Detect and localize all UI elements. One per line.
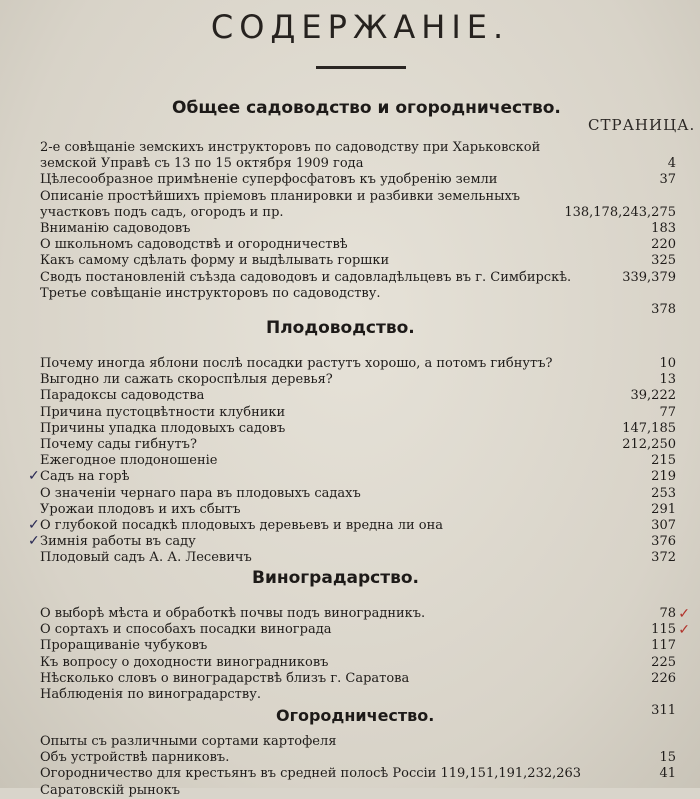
toc-entry-title: Проращиваніе чубуковъ [40,638,208,653]
section-heading: Общее садоводство и огородничество. [172,98,561,118]
toc-trailing-page: 311 [651,703,676,718]
toc-entry-page: 220 [651,237,676,252]
toc-entry [40,734,676,750]
toc-entry-title: Сводъ постановленій съѣзда садоводовъ и садовладѣльцевъ въ г. Симбирскѣ. [40,270,572,285]
toc-entry-page: 183 [651,221,676,236]
toc-entry-page: 225 [651,655,676,670]
toc-entry-title: Къ вопросу о доходности виноградниковъ [40,655,329,670]
toc-entry-title: Почему сады гибнутъ? [40,437,197,452]
toc-entry-title: Зимнія работы въ саду [40,534,196,549]
toc-entry-title: Причина пустоцвѣтности клубники [40,405,286,420]
toc-entry-page: 291 [651,502,676,517]
toc-entry-page: 37 [659,172,676,187]
section-heading: Плодоводство. [266,318,415,338]
toc-entry [40,156,676,172]
toc-entry-page: 115 [651,622,676,637]
toc-entry [40,172,676,188]
pencil-tick-icon: ✓ [28,517,40,533]
toc-entry [40,606,690,622]
toc-entry-title: Какъ самому сдѣлать форму и выдѣлывать горшки [40,253,390,268]
section-heading: Виноградарство. [252,568,420,588]
toc-entry [40,286,676,302]
pencil-tick-icon: ✓ [28,468,40,484]
toc-entry [40,388,676,404]
toc-entry [28,517,676,534]
toc-entry-page: 4 [667,156,676,171]
toc-entry-page: 219 [651,469,676,484]
toc-entry-page: 376 [651,534,676,549]
toc-entry [40,205,676,221]
toc-entry-title: 2-е совѣщаніе земскихъ инструкторовъ по садоводству при Харьковской [40,140,541,155]
toc-entry-page: 138,178,243,275 [564,205,676,220]
toc-entry-page: 10 [659,356,676,371]
toc-entry [40,783,676,799]
toc-entry-title: Причины упадка плодовыхъ садовъ [40,421,286,436]
toc-entry [40,655,676,671]
toc-entry-title: Парадоксы садоводства [40,388,205,403]
toc-entry [40,421,676,437]
toc-entry-title: О значеніи чернаго пара въ плодовыхъ садахъ [40,486,361,501]
toc-entry [40,221,676,237]
toc-entry-title: Урожаи плодовъ и ихъ сбытъ [40,502,241,517]
section-heading: Огородничество. [276,706,435,725]
toc-entry [40,270,676,286]
toc-entry-title: Описаніе простѣйшихъ пріемовъ планировки и разбивки земельныхъ [40,189,521,204]
toc-entry-title: О глубокой посадкѣ плодовыхъ деревьевъ и вредна ли она [40,518,444,533]
toc-entry [40,140,676,156]
toc-entry [40,502,676,518]
toc-entry-page: 307 [651,518,676,533]
toc-entry [40,750,676,766]
toc-entry-page: 78 [659,606,676,621]
toc-entry-page: 15 [659,750,676,765]
toc-entry-page: 253 [651,486,676,501]
toc-entry-title: Ежегодное плодоношеніе [40,453,218,468]
toc-entry-page: 372 [651,550,676,565]
toc-entry [40,253,676,269]
toc-entry-page: 13 [659,372,676,387]
toc-entry-page: 226 [651,671,676,686]
pencil-tick-icon: ✓ [28,533,40,549]
toc-entry [40,437,676,453]
toc-entry-page: 212,250 [622,437,676,452]
toc-trailing-page: 378 [651,302,676,317]
toc-entry-title: участковъ подъ садъ, огородъ и пр. [40,205,284,220]
toc-entry-title: Огородничество для крестьянъ въ средней полосѣ Россіи 119,151,191,232,263 [40,766,582,781]
toc-entry [40,638,676,654]
toc-entry [28,533,676,550]
page-title: СОДЕРЖАНІЕ. [210,8,510,46]
toc-entry-title: О выборѣ мѣста и обработкѣ почвы подъ виноградникъ. [40,606,426,621]
toc-entry [40,766,676,782]
toc-entry [40,453,676,469]
toc-entry-title: Саратовскій рынокъ [40,783,181,798]
toc-entry-title: Цѣлесообразное примѣненіе суперфосфатовъ къ удобренію земли [40,172,498,187]
toc-entry-title: Объ устройствѣ парниковъ. [40,750,230,765]
toc-entry-title: Плодовый садъ А. А. Лесевичъ [40,550,252,565]
toc-entry-title: О сортахъ и способахъ посадки винограда [40,622,332,637]
toc-entry-page: 339,379 [622,270,676,285]
toc-entry-title: О школьномъ садоводствѣ и огородничествѣ [40,237,348,252]
toc-entry-title: Нѣсколько словъ о виноградарствѣ близъ г. Саратова [40,671,410,686]
page-column-header: СТРАНИЦА. [588,116,696,134]
toc-entry-page: 215 [651,453,676,468]
toc-entry [40,237,676,253]
toc-entry-page: 41 [659,766,676,781]
red-pencil-check-icon: ✓ [678,622,690,638]
toc-entry-page: 117 [651,638,676,653]
toc-entry-page: 77 [659,405,676,420]
toc-entry-page: 147,185 [622,421,676,436]
toc-entry-title: Вниманію садоводовъ [40,221,191,236]
toc-entry-title: Наблюденія по виноградарству. [40,687,261,702]
toc-entry-page: 39,222 [630,388,676,403]
red-pencil-check-icon: ✓ [678,606,690,622]
toc-entry [40,356,676,372]
toc-entry [40,405,676,421]
toc-entry-title: Выгодно ли сажать скороспѣлыя деревья? [40,372,333,387]
toc-entry [40,550,676,566]
toc-entry [40,622,690,638]
toc-entry-page: 325 [651,253,676,268]
toc-entry [40,486,676,502]
toc-entry-title: Садъ на горѣ [40,469,130,484]
toc-entry [40,372,676,388]
toc-entry [40,189,676,205]
toc-entry-title: Третье совѣщаніе инструкторовъ по садоводству. [40,286,381,301]
toc-entry [40,671,676,687]
toc-entry-title: Почему иногда яблони послѣ посадки растутъ хорошо, а потомъ гибнутъ? [40,356,553,371]
title-divider [316,66,406,69]
toc-entry-title: земской Управѣ съ 13 по 15 октября 1909 года [40,156,364,171]
toc-entry [40,687,676,703]
toc-entry [28,468,676,485]
toc-entry-title: Опыты съ различными сортами картофеля [40,734,337,749]
